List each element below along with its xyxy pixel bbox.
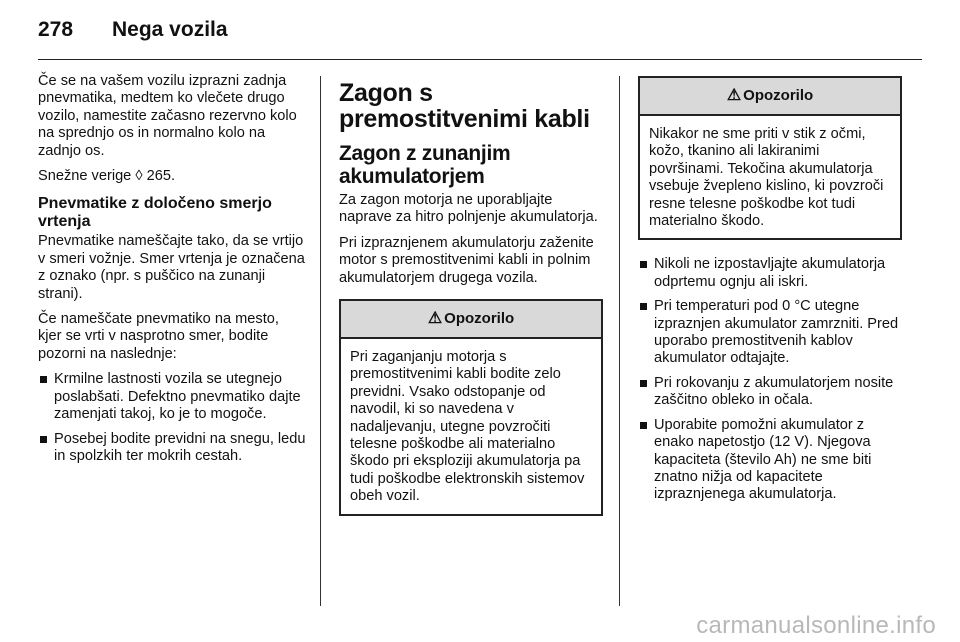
paragraph: Pnevmatike nameščajte tako, da se vrtijo v smeri vožnje. Smer vrtenja je označena z oznako (npr. s puščico na zunanji strani). (38, 233, 305, 302)
warning-header (341, 301, 601, 339)
warning-title: Opozorilo (743, 87, 814, 105)
column-divider-1 (320, 76, 321, 606)
list-item (638, 256, 902, 291)
paragraph: Če se na vašem vozilu izprazni zadnja pnevmatika, medtem ko vlečete drugo vozilo, namestite začasno rezervno kolo na sprednjo os in normalno kolo na zadnjo os. (38, 73, 297, 159)
warning-triangle-icon: ⚠ (726, 87, 742, 105)
paragraph: Za zagon motorja ne uporabljajte naprave za hitro polnjenje akumulatorja. (339, 192, 598, 226)
chapter-title: Nega vozila (112, 18, 228, 41)
column-3 (638, 76, 902, 511)
page-header (38, 18, 228, 48)
paragraph: Pri izpraznjenem akumulatorju zaženite motor s premostitvenimi kabli in polnim akumulatorjem drugega vozila. (339, 234, 594, 286)
warning-box (638, 76, 902, 240)
square-bullet-icon (40, 376, 47, 383)
paragraph: Če nameščate pnevmatiko na mesto, kjer se vrti v nasprotno smer, bodite pozorni na naslednje: (38, 311, 279, 362)
warning-text: Nikakor ne sme priti v stik z očmi, kožo, tkanino ali lakiranimi površinami. Tekočina akumulatorja vsebuje žvepleno kislino, ki povzroči resne telesne poškodbe kot tudi materialno škodo. (649, 126, 884, 230)
list-item (38, 371, 306, 423)
list-item (638, 417, 902, 504)
list-item (638, 298, 902, 368)
square-bullet-icon (640, 261, 647, 268)
reference-text: Snežne verige (38, 168, 136, 185)
list-item-text: Krmilne lastnosti vozila se utegnejo poslabšati. Defektno pnevmatiko dajte zamenjati takoj, ko je to mogoče. (54, 371, 301, 423)
bullet-list (38, 371, 306, 465)
column-1 (38, 73, 306, 472)
snow-chains-reference (38, 168, 306, 185)
square-bullet-icon (40, 436, 47, 443)
column-2 (339, 80, 603, 526)
heading-directional-tyres: Pnevmatike z določeno smerjo vrtenja (38, 195, 272, 231)
warning-triangle-icon: ⚠ (427, 310, 443, 328)
subsection-title: Zagon z zunanjim akumulatorjem (339, 142, 511, 188)
list-item-text: Uporabite pomožni akumulator z enako napetostjo (12 V). Njegova kapaciteta (število Ah) ne sme biti znatno nižja od kapacitete izpraznjenega akumulatorja. (654, 416, 872, 503)
list-item-text: Posebej bodite previdni na snegu, ledu in spolzkih ter mokrih cestah. (54, 430, 306, 464)
list-item-text: Pri rokovanju z akumulatorjem nosite zaščitno obleko in očala. (654, 374, 894, 409)
page-reference-arrow-icon: ◊ (135, 168, 143, 185)
warning-box (339, 299, 603, 516)
warning-header (640, 78, 900, 116)
site-watermark: carmanualsonline.info (696, 612, 936, 639)
page-reference-number: 265. (142, 168, 176, 185)
list-item-text: Nikoli ne izpostavljajte akumulatorja odprtemu ognju ali iskri. (654, 256, 886, 290)
list-item (38, 431, 306, 466)
bullet-list (638, 256, 902, 503)
section-title: Zagon s premostitvenimi kabli (339, 79, 590, 133)
square-bullet-icon (640, 422, 647, 429)
list-item-text: Pri temperaturi pod 0 °C utegne izpraznjen akumulator zamrzniti. Pred uporabo premostitvenih kablov akumulator odtajajte. (654, 298, 899, 367)
warning-text: Pri zaganjanju motorja s premostitvenimi kabli bodite zelo previdni. Vsako odstopanje od navodil, ki so navedena v nadaljevanju, utegne povzročiti telesne poškodbe ali materialno škodo pri eksploziji akumulatorja pa tudi poškodbe elektronskih sistemov obeh vozil. (350, 349, 585, 505)
column-divider-2 (619, 76, 620, 606)
page-number: 278 (38, 18, 74, 41)
list-item (638, 375, 902, 410)
square-bullet-icon (640, 380, 647, 387)
warning-title: Opozorilo (444, 310, 515, 328)
square-bullet-icon (640, 303, 647, 310)
header-divider (38, 59, 922, 60)
